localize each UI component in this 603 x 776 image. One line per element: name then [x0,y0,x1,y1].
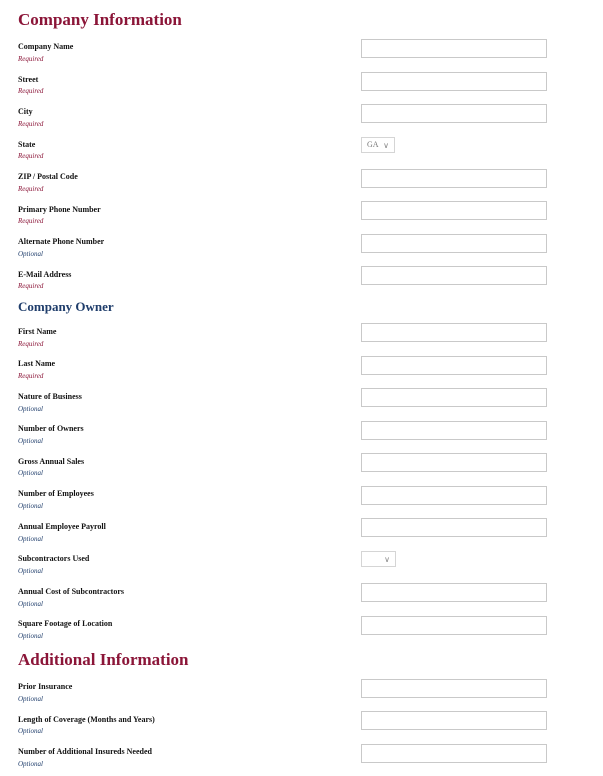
field-label-prior-insurance: Prior Insurance [18,682,73,691]
requirement-annual-cost-of-subcontractors: Optional [18,600,43,608]
street-input[interactable] [361,72,547,91]
requirement-city: Required [18,120,44,128]
field-label-number-of-additional-insureds: Number of Additional Insureds Needed [18,747,152,756]
number-of-additional-insureds-input[interactable] [361,744,547,763]
section-title-additional-information: Additional Information [18,650,189,669]
field-label-annual-employee-payroll: Annual Employee Payroll [18,522,106,531]
chevron-down-icon: ∨ [383,141,389,150]
field-label-company-name: Company Name [18,42,74,51]
requirement-email-address: Required [18,282,44,290]
gross-annual-sales-input[interactable] [361,453,547,472]
field-label-length-of-coverage: Length of Coverage (Months and Years) [18,715,155,724]
requirement-prior-insurance: Optional [18,695,43,703]
subcontractors-used-select[interactable] [361,551,396,567]
section-title-company-owner: Company Owner [18,299,114,314]
primary-phone-number-input[interactable] [361,201,547,220]
requirement-square-footage-of-location: Optional [18,632,43,640]
field-label-gross-annual-sales: Gross Annual Sales [18,457,85,466]
requirement-company-name: Required [18,55,44,63]
requirement-zip-postal-code: Required [18,185,44,193]
length-of-coverage-input[interactable] [361,711,547,730]
city-input[interactable] [361,104,547,123]
requirement-gross-annual-sales: Optional [18,469,43,477]
chevron-down-icon: ∨ [384,555,390,564]
requirement-number-of-owners: Optional [18,437,43,445]
state-select-value: GA [367,140,379,149]
requirement-last-name: Required [18,372,44,380]
field-label-nature-of-business: Nature of Business [18,392,82,401]
nature-of-business-input[interactable] [361,388,547,407]
field-label-street: Street [18,75,39,84]
state-select[interactable] [361,137,395,153]
requirement-first-name: Required [18,340,44,348]
field-label-primary-phone-number: Primary Phone Number [18,205,101,214]
field-label-zip-postal-code: ZIP / Postal Code [18,172,78,181]
zip-postal-code-input[interactable] [361,169,547,188]
requirement-primary-phone-number: Required [18,217,44,225]
field-label-annual-cost-of-subcontractors: Annual Cost of Subcontractors [18,587,125,596]
requirement-length-of-coverage: Optional [18,727,43,735]
first-name-input[interactable] [361,323,547,342]
field-label-email-address: E-Mail Address [18,270,72,279]
requirement-number-of-employees: Optional [18,502,43,510]
email-address-input[interactable] [361,266,547,285]
field-label-city: City [18,107,33,116]
number-of-employees-input[interactable] [361,486,547,505]
field-label-state: State [18,140,36,149]
alternate-phone-number-input[interactable] [361,234,547,253]
field-label-alternate-phone-number: Alternate Phone Number [18,237,105,246]
number-of-owners-input[interactable] [361,421,547,440]
requirement-alternate-phone-number: Optional [18,250,43,258]
prior-insurance-input[interactable] [361,679,547,698]
annual-cost-of-subcontractors-input[interactable] [361,583,547,602]
requirement-number-of-additional-insureds: Optional [18,760,43,768]
square-footage-of-location-input[interactable] [361,616,547,635]
requirement-annual-employee-payroll: Optional [18,535,43,543]
requirement-street: Required [18,87,44,95]
company-name-input[interactable] [361,39,547,58]
field-label-number-of-employees: Number of Employees [18,489,94,498]
last-name-input[interactable] [361,356,547,375]
requirement-subcontractors-used: Optional [18,567,43,575]
field-label-subcontractors-used: Subcontractors Used [18,554,90,563]
annual-employee-payroll-input[interactable] [361,518,547,537]
requirement-state: Required [18,152,44,160]
field-label-square-footage-of-location: Square Footage of Location [18,619,113,628]
field-label-first-name: First Name [18,327,57,336]
field-label-number-of-owners: Number of Owners [18,424,84,433]
requirement-nature-of-business: Optional [18,405,43,413]
section-title-company-information: Company Information [18,10,182,29]
field-label-last-name: Last Name [18,359,56,368]
